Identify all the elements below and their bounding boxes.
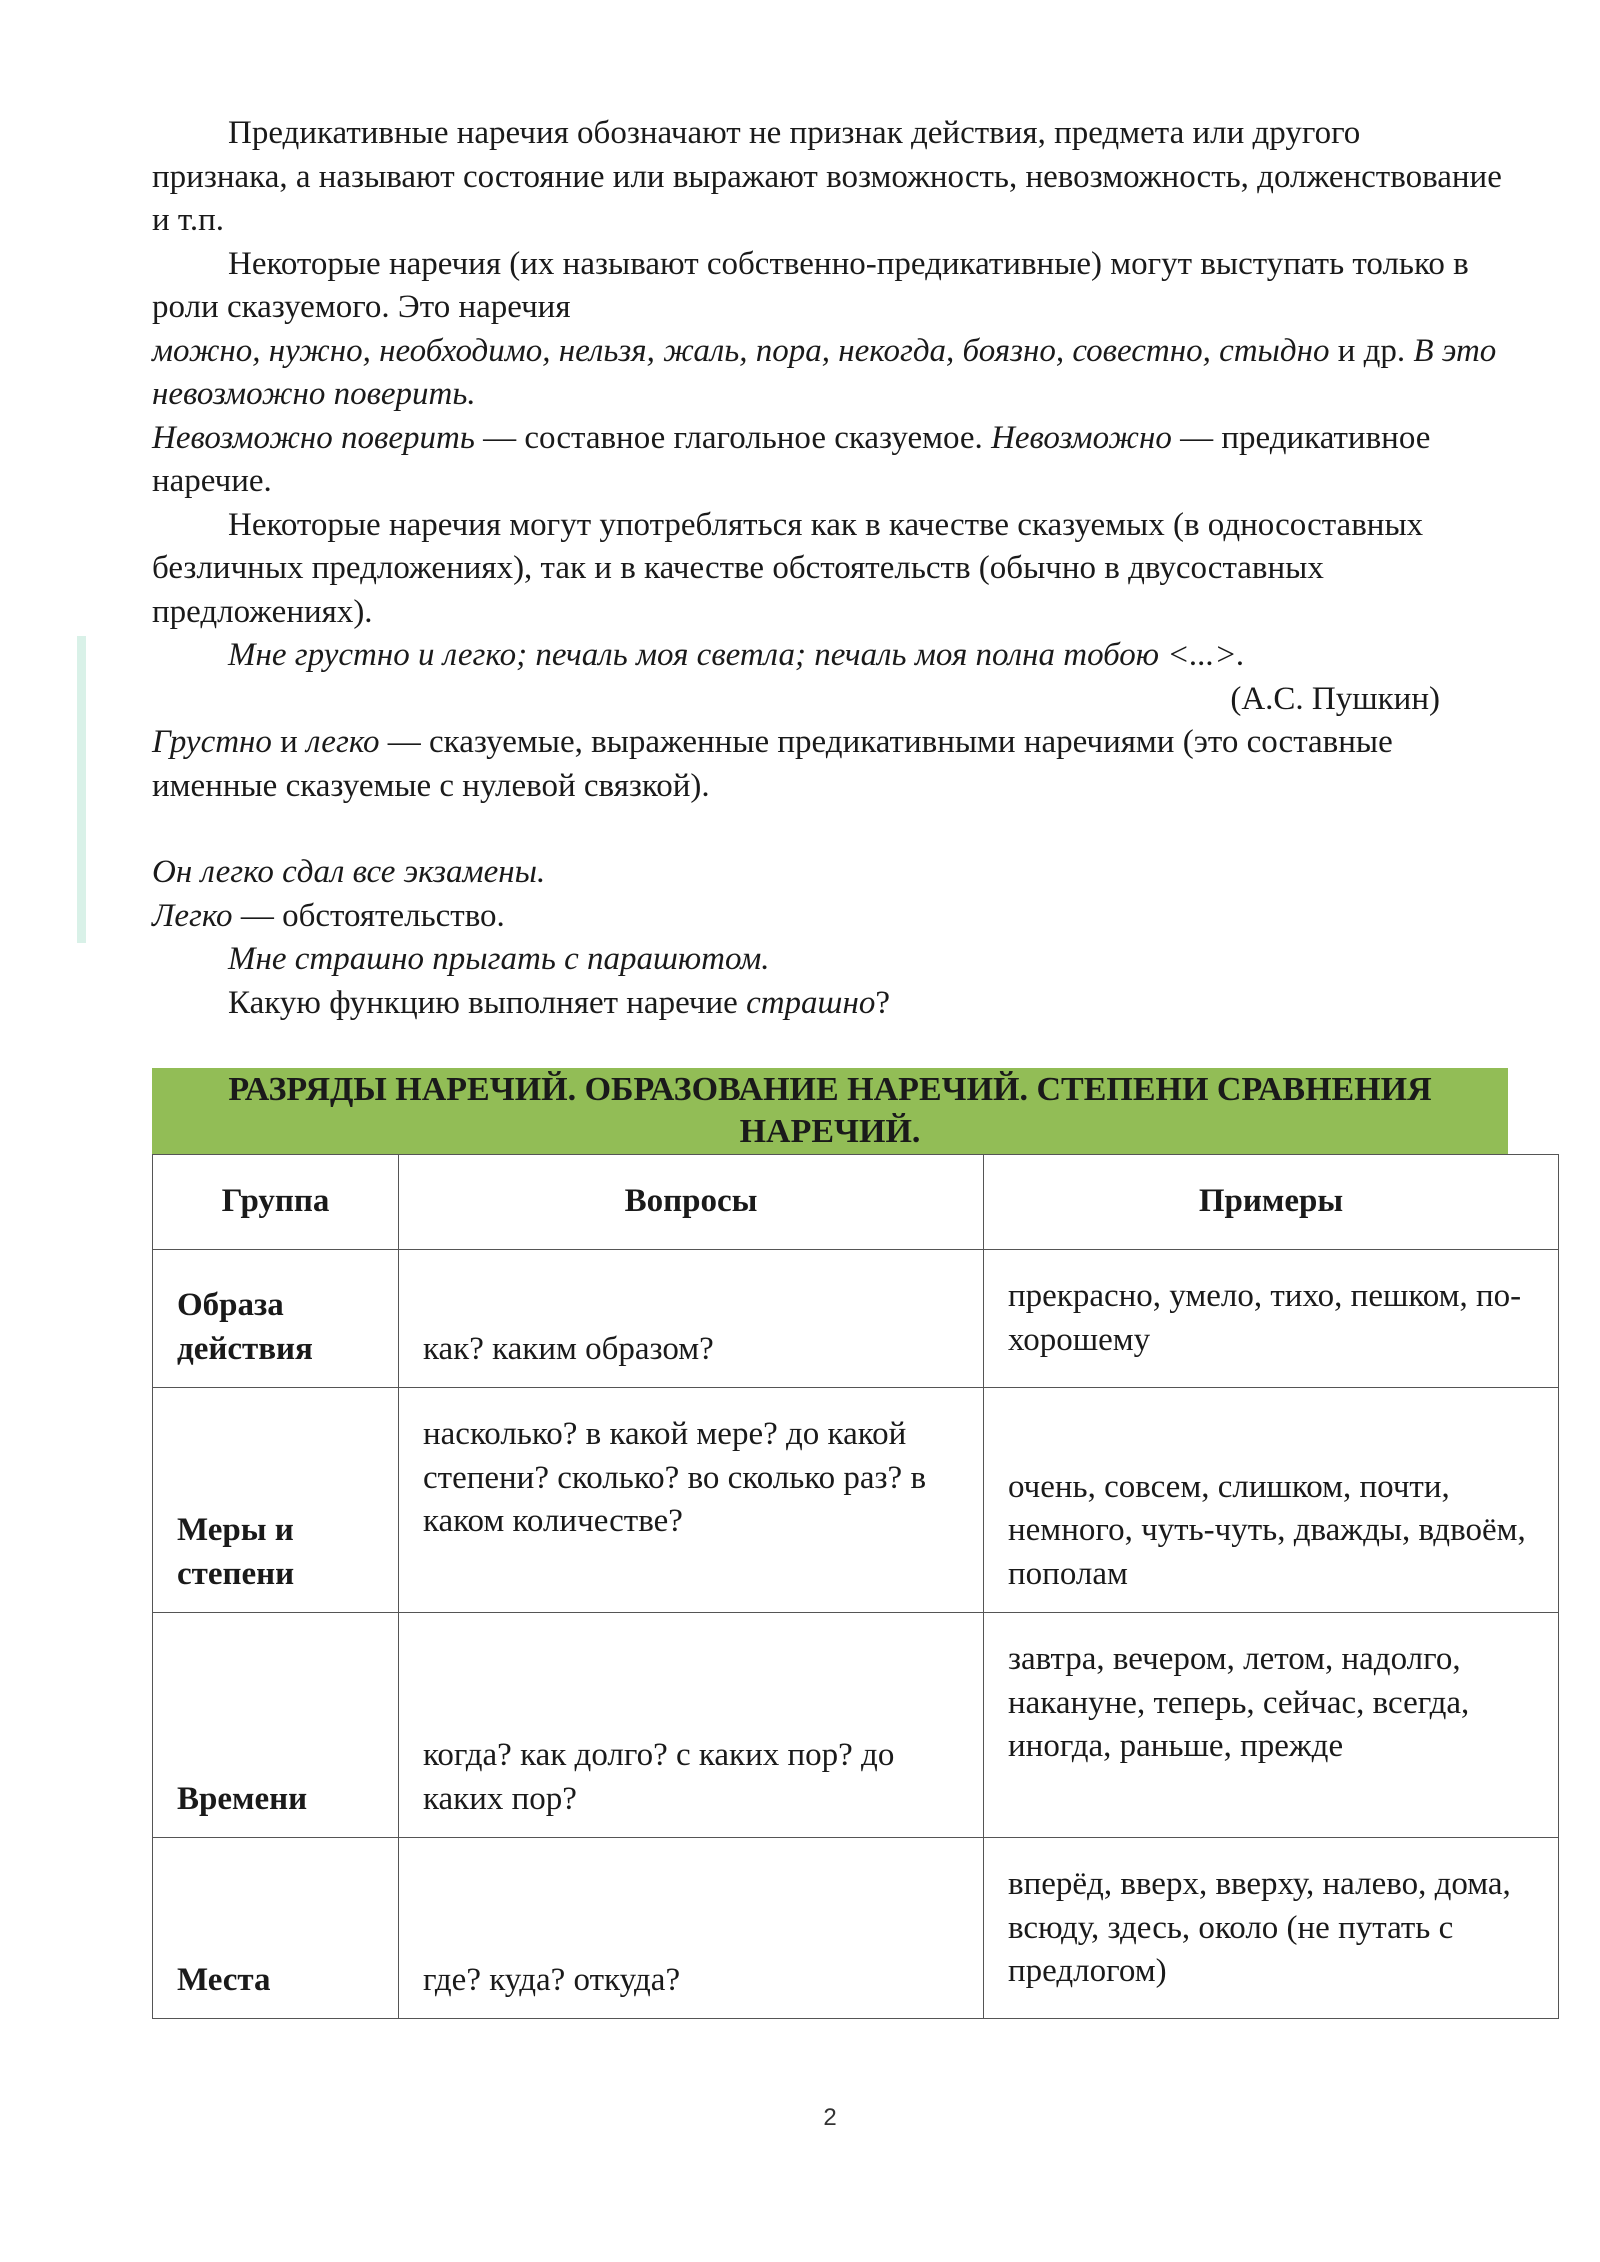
paragraph-text: Некоторые наречия (их называют собственно-предикативные) могут выступать только в роли сказуемого. Это наречия [152, 245, 1469, 325]
questions-cell: когда? как долго? с каких пор? до каких пор? [399, 1613, 984, 1838]
examples-cell: очень, совсем, слишком, почти, немного, чуть-чуть, дважды, вдвоём, пополам [984, 1388, 1559, 1613]
page-number: 2 [823, 2104, 837, 2131]
paragraph-text: — предикативное наречие. [152, 419, 1431, 499]
paragraph-text: — обстоятельство. [232, 897, 505, 934]
question-text: ? [875, 984, 890, 1021]
table-row [153, 1613, 1559, 1838]
adverb-classes-section [152, 1068, 1558, 2019]
questions-cell: где? куда? откуда? [399, 1838, 984, 2019]
questions-cell: как? каким образом? [399, 1250, 984, 1388]
example-sentence: В это невозможно поверить. [152, 332, 1497, 412]
exercise-sentence [152, 938, 1502, 982]
question-text: Какую функцию выполняет наречие [228, 984, 747, 1021]
paragraph-quote-analysis [152, 721, 1502, 808]
page-content [152, 112, 1502, 1025]
examples-cell: вперёд, вверх, вверху, налево, дома, всюду, здесь, около (не путать с предлогом) [984, 1838, 1559, 2019]
paragraph-predicative-definition: Предикативные наречия обозначают не признак действия, предмета или другого признака, а называют состояние или выражают возможность, невозможность, долженствование и т.п. [152, 115, 1502, 238]
column-header-group: Группа [153, 1155, 399, 1250]
example-sentence [152, 851, 1502, 895]
section-title-banner: РАЗРЯДЫ НАРЕЧИЙ. ОБРАЗОВАНИЕ НАРЕЧИЙ. СТЕПЕНИ СРАВНЕНИЯ НАРЕЧИЙ. [152, 1068, 1508, 1154]
examples-cell: завтра, вечером, летом, надолго, накануне, теперь, сейчас, всегда, иногда, раньше, прежде [984, 1613, 1559, 1838]
exercise-question [152, 982, 1502, 1026]
quote [152, 634, 1502, 678]
term: легко [306, 724, 380, 760]
column-header-examples: Примеры [984, 1155, 1559, 1250]
group-cell: Места [153, 1838, 399, 2019]
spacer [152, 808, 1502, 851]
example-text: Он легко сдал все экзамены. [152, 854, 546, 890]
paragraph-text: — составное глагольное сказуемое. [474, 419, 992, 456]
group-cell: Образа действия [153, 1250, 399, 1388]
paragraph-proper-predicative [152, 243, 1502, 330]
adverb-list: можно, нужно, необходимо, нельзя, жаль, пора, некогда, боязно, совестно, стыдно [152, 332, 1330, 369]
examples-cell: прекрасно, умело, тихо, пешком, по-хорошему [984, 1250, 1559, 1388]
example-analysis [152, 895, 1502, 939]
paragraph-text: и [271, 724, 307, 760]
group-cell: Времени [153, 1613, 399, 1838]
term: Невозможно поверить [152, 419, 475, 456]
quote-author: (А.С. Пушкин) [1230, 680, 1440, 717]
column-header-questions: Вопросы [399, 1155, 984, 1250]
example-text: Мне страшно прыгать с парашютом. [228, 941, 770, 977]
table-row [153, 1388, 1559, 1613]
table-header-row [153, 1155, 1559, 1250]
group-cell: Меры и степени [153, 1388, 399, 1613]
paragraph-text: и др. [1329, 332, 1414, 369]
term: Невозможно [991, 419, 1172, 456]
adverb-classes-table [152, 1154, 1559, 2019]
table-row [153, 1838, 1559, 2019]
quote-text: Мне грустно и легко; печаль моя светла; печаль моя полна тобою <...>. [228, 637, 1245, 673]
questions-cell: насколько? в какой мере? до какой степени? сколько? во сколько раз? в каком количестве? [399, 1388, 984, 1613]
paragraph-dual-usage: Некоторые наречия могут употребляться как в качестве сказуемых (в односоставных безличных предложениях), так и в качестве обстоятельств (обычно в двусоставных предложениях). [152, 506, 1424, 630]
table-row [153, 1250, 1559, 1388]
paragraph-adverb-list [152, 330, 1502, 417]
term: страшно [746, 984, 876, 1021]
paragraph-analysis [152, 417, 1502, 504]
term: Легко [152, 897, 233, 934]
term: Грустно [152, 724, 272, 760]
margin-highlight-bar [77, 636, 86, 943]
paragraph-text: — сказуемые, выраженные предикативными наречиями (это составные именные сказуемые с нулевой связкой). [152, 724, 1393, 804]
